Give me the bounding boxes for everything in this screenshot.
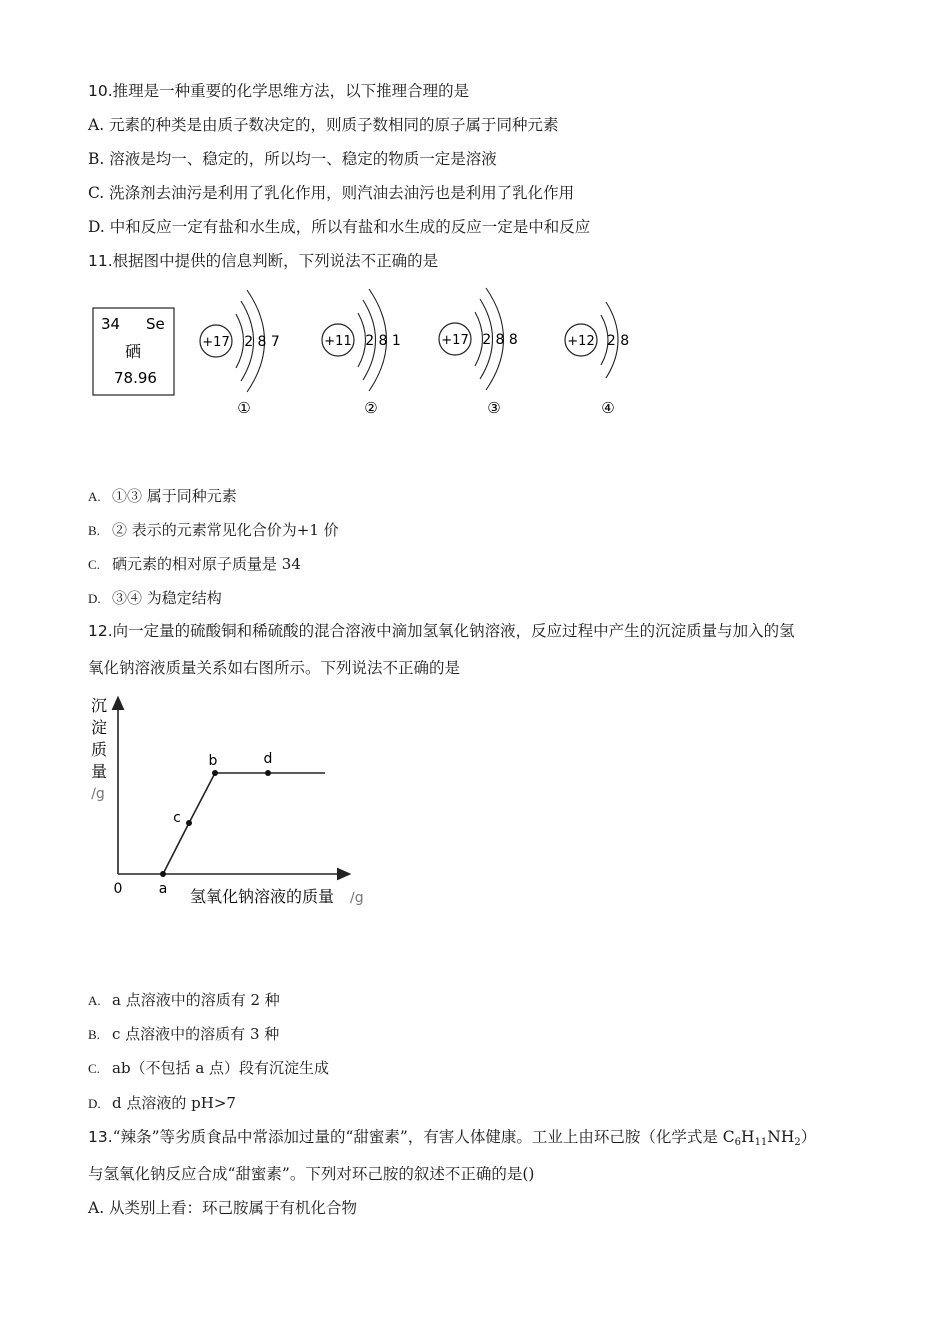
q13-formula-sub11: 11 [754,1137,768,1148]
element-name: 硒 [125,342,142,361]
q12-number: 12. [88,622,113,640]
atom-1-label: ① [237,399,251,417]
q12-stem-line1 [88,621,795,641]
q13-formula-h: H [741,1128,755,1146]
q11-stem-text: 根据图中提供的信息判断，下列说法不正确的是 [112,252,439,270]
q12-option-d [88,1093,236,1114]
point-c [186,820,192,826]
q11-option-c-text: 硒元素的相对原子质量是 34 [112,555,301,573]
q11-option-c-letter: C. [88,557,100,572]
point-b-label: b [208,753,218,769]
q12-option-c [88,1058,329,1079]
q12-option-b-letter: B. [88,1027,100,1042]
q11-number: 11. [88,252,113,270]
point-c-label: c [173,810,181,826]
q10-option-d: D. 中和反应一定有盐和水生成，所以有盐和水生成的反应一定是中和反应 [88,218,591,236]
q10-option-a: A. 元素的种类是由质子数决定的，则质子数相同的原子属于同种元素 [88,116,559,134]
q11-option-b-letter: B. [88,523,100,538]
q11-option-a-text: ①③ 属于同种元素 [112,487,237,505]
q10-stem-text: 推理是一种重要的化学思维方法，以下推理合理的是 [112,82,470,100]
q13-formula-sub2: 2 [794,1137,801,1148]
q13-formula-close: ） [800,1128,817,1146]
element-mass: 78.96 [114,369,157,387]
q13-formula-sub6: 6 [734,1137,742,1148]
atom-diagram-3 [439,288,518,417]
atom-diagram-2 [322,289,401,417]
q12-graph [0,680,950,920]
graph-y-label-4: 量 [90,762,108,781]
point-a [160,871,166,877]
graph-x-unit: /g [350,890,364,906]
q13-stem-line1 [88,1127,816,1153]
atom-3-shells: 2 8 8 [482,332,518,348]
q10-option-c: C. 洗涤剂去油污是利用了乳化作用，则汽油去油污也是利用了乳化作用 [88,184,575,202]
q13-number: 13. [88,1128,113,1146]
q12-option-d-letter: D. [88,1096,101,1111]
q12-option-a-letter: A. [88,993,101,1008]
q11-figure [0,0,950,440]
atom-4-nucleus: +12 [567,334,595,349]
q12-option-a [88,990,280,1011]
q10-option-b: B. 溶液是均一、稳定的，所以均一、稳定的物质一定是溶液 [88,150,497,168]
atom-1-nucleus: +17 [202,335,230,350]
atom-4-shells: 2 8 [606,333,630,349]
q11-option-d-text: ③④ 为稳定结构 [112,589,222,607]
point-d [265,770,271,776]
atom-1-shells: 2 8 7 [244,334,280,350]
q12-stem-text1: 向一定量的硫酸铜和稀硫酸的混合溶液中滴加氢氧化钠溶液，反应过程中产生的沉淀质量与加入的氢 [112,622,795,640]
q13-stem-line2: 与氢氧化钠反应合成“甜蜜素”。下列对环己胺的叙述不正确的是() [88,1165,535,1183]
graph-y-unit: /g [91,786,105,802]
atom-3-label: ③ [487,399,501,417]
q11-option-a-letter: A. [88,489,101,504]
atom-diagram-1 [200,290,280,417]
atom-4-label: ④ [601,399,615,417]
q10-number: 10. [88,82,113,100]
element-atomic-number: 34 [101,315,121,333]
q11-option-c [88,554,301,575]
element-symbol: Se [146,315,165,333]
q12-stem-line2: 氧化钠溶液质量关系如右图所示。下列说法不正确的是 [88,659,461,677]
q12-option-d-text: d 点溶液的 pH>7 [112,1094,236,1112]
element-card [93,308,174,395]
q11-option-d-letter: D. [88,591,101,606]
q13-formula-nh: NH [767,1128,795,1146]
atom-diagram-4 [565,302,629,417]
q12-option-a-text: a 点溶液中的溶质有 2 种 [112,991,280,1009]
q11-option-b [88,520,339,541]
q11-option-d [88,588,222,609]
atom-3-nucleus: +17 [441,333,469,348]
atom-2-label: ② [364,399,378,417]
graph-y-label-2: 淀 [90,718,108,737]
graph-y-label-1: 沉 [90,696,108,715]
q12-option-b [88,1024,279,1045]
q13-stem-text1: “辣条”等劣质食品中常添加过量的“甜蜜素”，有害人体健康。工业上由环己胺（化学式是 C [112,1128,735,1146]
atom-2-shells: 2 8 1 [365,333,401,349]
graph-y-label-3: 质 [90,740,108,759]
point-d-label: d [263,751,273,767]
graph-origin: 0 [113,881,123,897]
q12-option-b-text: c 点溶液中的溶质有 3 种 [112,1025,280,1043]
graph-x-label: 氢氧化钠溶液的质量 [190,887,335,906]
q11-option-a [88,486,237,507]
atom-2-nucleus: +11 [324,334,352,349]
point-a-label: a [158,881,168,897]
q12-option-c-text: ab（不包括 a 点）段有沉淀生成 [112,1059,330,1077]
q11-option-b-text: ② 表示的元素常见化合价为+1 价 [112,521,339,539]
q13-option-a: A. 从类别上看：环己胺属于有机化合物 [88,1199,358,1217]
point-b [212,770,218,776]
q12-option-c-letter: C. [88,1061,100,1076]
